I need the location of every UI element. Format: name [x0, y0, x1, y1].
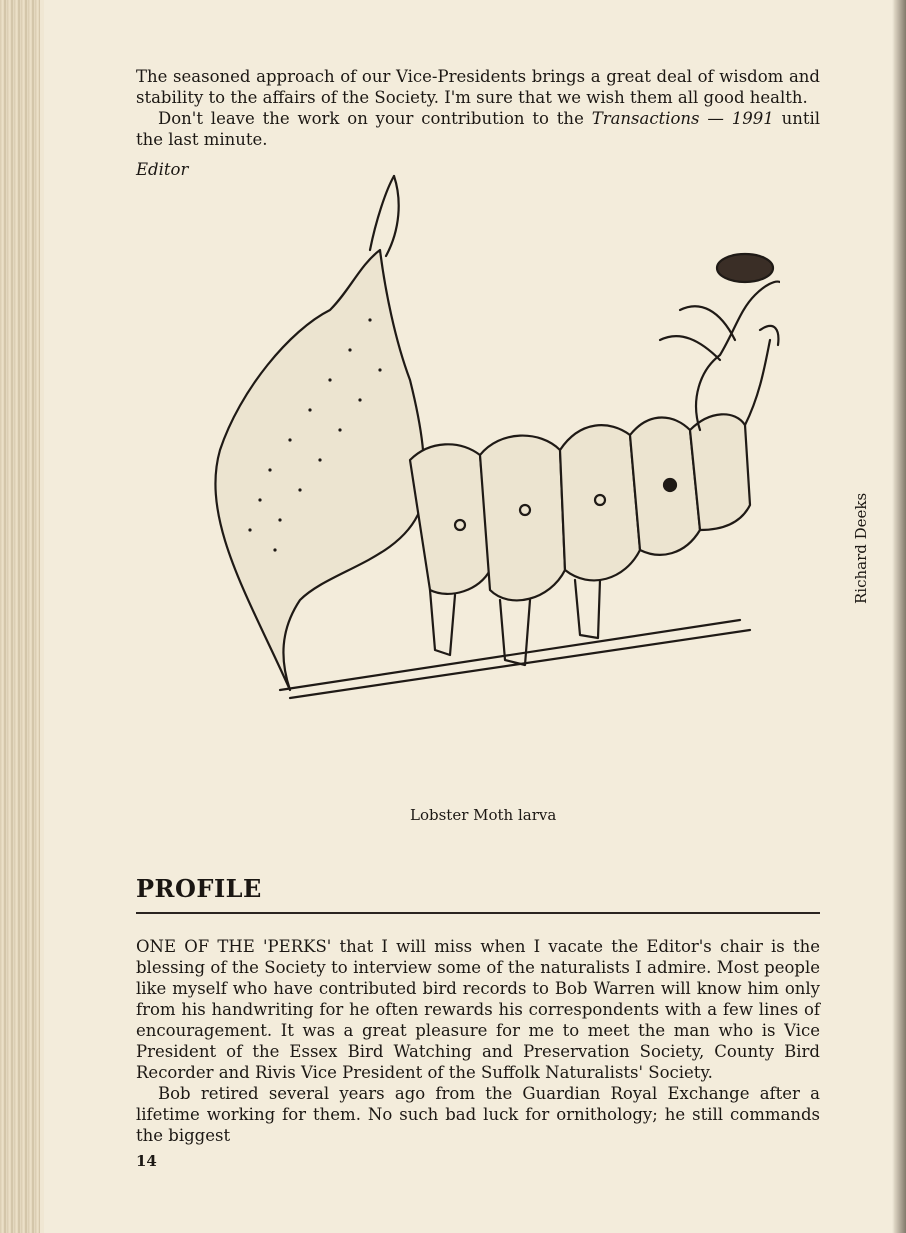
- page-edges: [0, 0, 40, 1233]
- page-number: 14: [136, 1152, 157, 1170]
- editor-signoff: Editor: [136, 160, 189, 179]
- spine-shadow: [892, 0, 906, 1233]
- intro-paragraph-2: [136, 108, 820, 150]
- illustration-credit: Richard Deeks: [852, 492, 870, 604]
- transactions-title: Transactions — 1991: [591, 109, 774, 128]
- lobster-moth-larva-illustration: [180, 170, 780, 710]
- profile-paragraph-1: ONE OF THE 'PERKS' that I will miss when I vacate the Editor's chair is the blessing of the Society to interview some of the naturalists I admire. Most people like myself who have contributed bird records to Bob Warren will know him only from his handwriting for he often rewards his correspondents with a few lines of encouragement. It was a great pleasure for me to meet the man who is Vice President of the Essex Bird Watching and Preservation Society, County Bird Recorder and Rivis Vice President of the Suffolk Naturalists' Society.: [136, 937, 820, 1082]
- illustration-caption: Lobster Moth larva: [410, 806, 557, 824]
- section-heading-profile: PROFILE: [136, 874, 262, 903]
- intro-paragraph-2-end: until the last minute.: [136, 109, 821, 149]
- heading-rule: [136, 912, 820, 914]
- page: [44, 0, 894, 1233]
- profile-paragraph-2: Bob retired several years ago from the Guardian Royal Exchange after a lifetime working for them. No such bad luck for ornithology; he still commands the biggest: [136, 1084, 820, 1145]
- intro-paragraph-1: The seasoned approach of our Vice-Presidents brings a great deal of wisdom and stability to the affairs of the Society. I'm sure that we wish them all good health.: [136, 67, 820, 107]
- intro-paragraph-2-text: Don't leave the work on your contribution to the: [158, 109, 592, 128]
